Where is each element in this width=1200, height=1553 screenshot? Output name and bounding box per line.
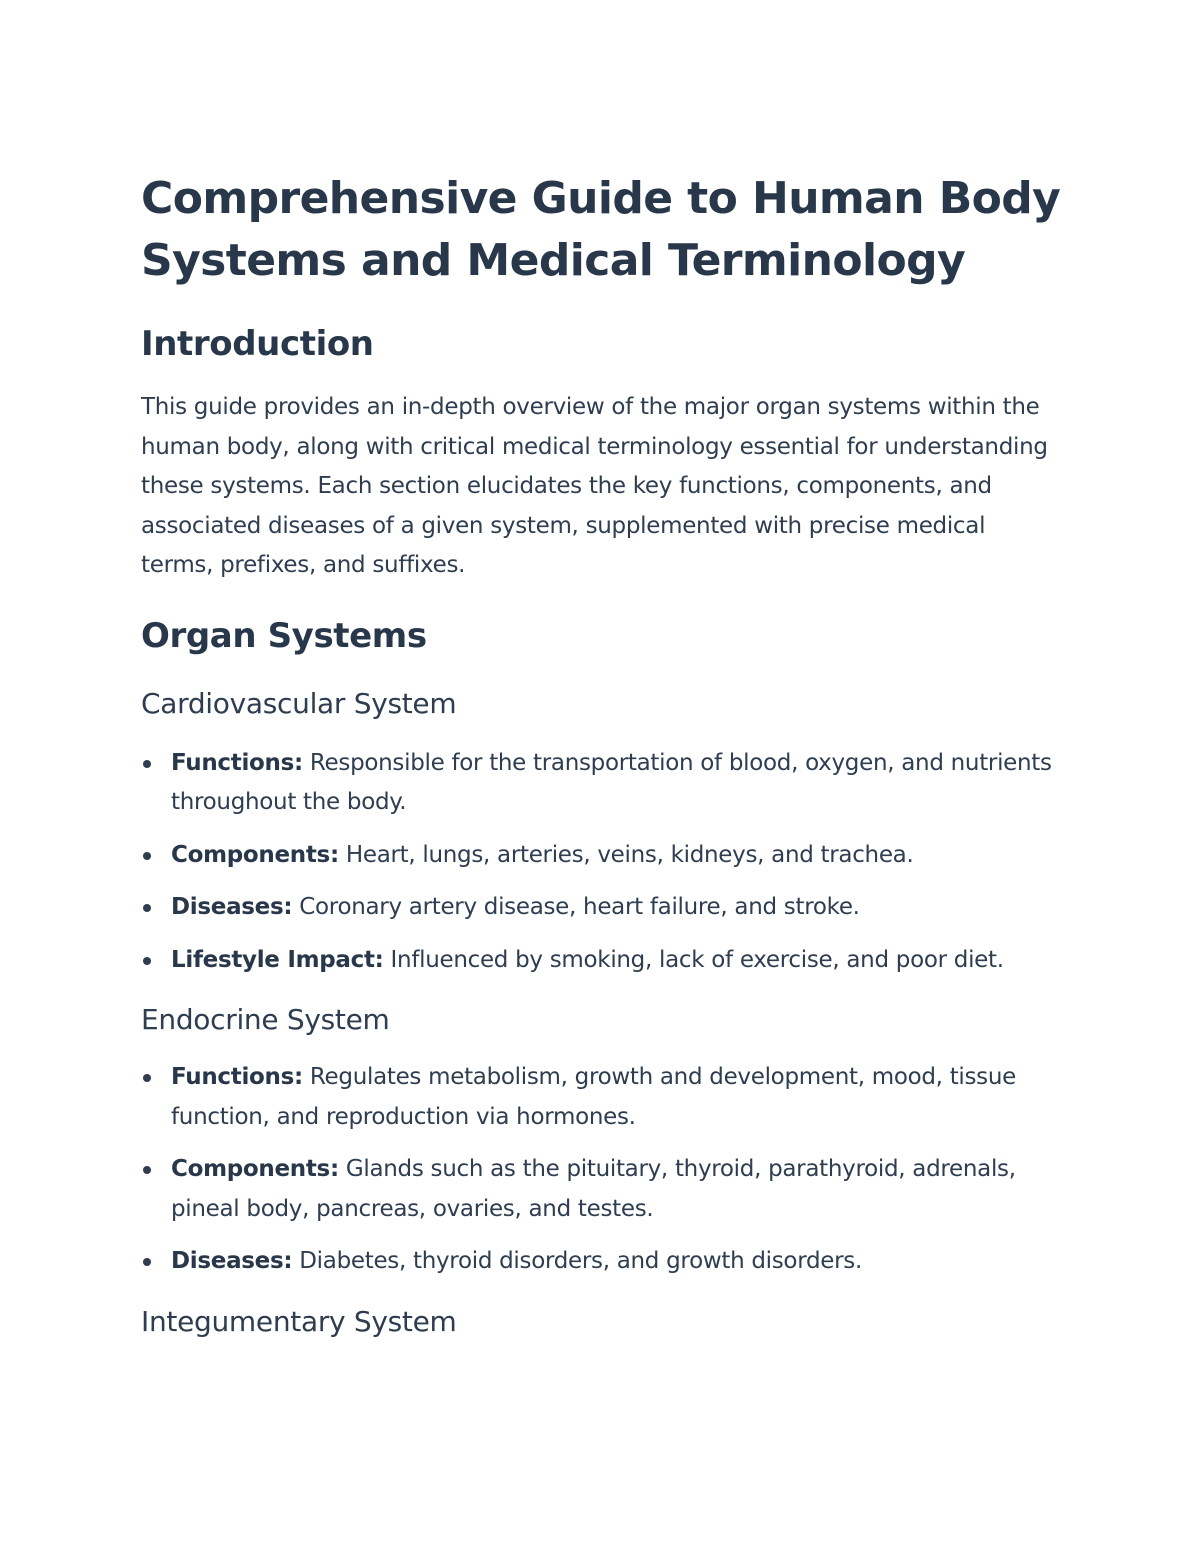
introduction-paragraph: This guide provides an in-depth overview of the major organ systems within the human body, along with critical medical terminology essential for understanding these systems. Each section elucidates the key functions, components, and associated diseases of a given system, supplemented with precise medical terms, prefixes, and suffixes. — [141, 394, 1048, 578]
bullet-icon — [143, 1074, 151, 1082]
list-item — [141, 1058, 1061, 1137]
bullet-icon — [143, 1166, 151, 1174]
item-term: Components: — [171, 841, 339, 868]
list-item — [141, 1242, 1061, 1282]
item-term: Diseases: — [171, 1248, 293, 1274]
list-item — [141, 836, 1061, 876]
item-text: Regulates metabolism, growth and development, mood, tissue function, and reproduction via hormones. — [171, 1064, 1016, 1130]
list-item — [141, 744, 1061, 823]
item-text: Coronary artery disease, heart failure, and stroke. — [292, 894, 860, 920]
endocrine-heading: Endocrine System — [141, 1003, 390, 1036]
endocrine-list — [141, 1058, 1061, 1282]
list-item — [141, 1150, 1061, 1229]
item-text: Influenced by smoking, lack of exercise, and poor diet. — [383, 946, 1004, 973]
list-item — [141, 888, 1061, 928]
item-text: Glands such as the pituitary, thyroid, parathyroid, adrenals, pineal body, pancreas, ovaries, and testes. — [171, 1156, 1016, 1222]
list-item — [141, 941, 1061, 981]
bullet-icon — [143, 904, 151, 912]
item-term: Functions: — [171, 749, 303, 776]
bullet-icon — [143, 1258, 151, 1266]
item-term: Components: — [171, 1156, 339, 1182]
item-text: Responsible for the transportation of blood, oxygen, and nutrients throughout the body. — [171, 749, 1052, 815]
item-term: Lifestyle Impact: — [171, 946, 384, 973]
cardiovascular-list — [141, 744, 1061, 981]
item-text: Diabetes, thyroid disorders, and growth disorders. — [292, 1248, 862, 1274]
bullet-icon — [143, 852, 151, 860]
bullet-icon — [143, 760, 151, 768]
bullet-icon — [143, 957, 151, 965]
item-term: Functions: — [171, 1064, 303, 1090]
integumentary-heading: Integumentary System — [141, 1304, 457, 1338]
document-page — [141, 168, 1061, 1342]
cardiovascular-heading: Cardiovascular System — [141, 686, 457, 720]
organ-systems-heading: Organ Systems — [141, 615, 427, 656]
document-title: Comprehensive Guide to Human Body Systems and Medical Terminology — [141, 173, 1061, 286]
item-text: Heart, lungs, arteries, veins, kidneys, and trachea. — [338, 841, 914, 868]
item-term: Diseases: — [171, 894, 293, 920]
introduction-heading: Introduction — [141, 324, 374, 364]
